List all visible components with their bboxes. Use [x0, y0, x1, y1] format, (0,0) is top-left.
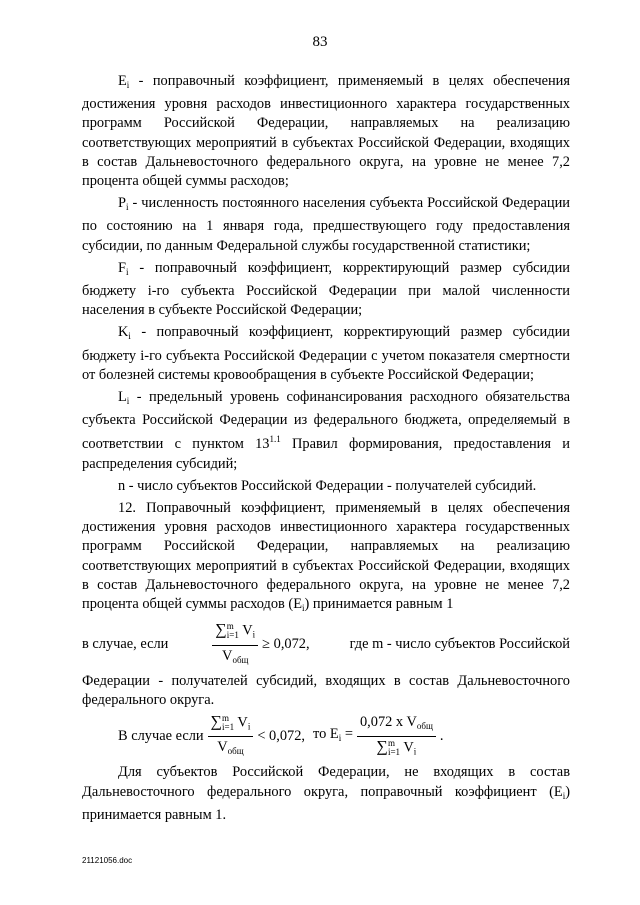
subscript: i [126, 266, 129, 277]
formula-end: . [439, 728, 444, 745]
subscript: i [126, 396, 130, 407]
fraction-denominator: $V_{общ}$ [222, 647, 249, 665]
paragraph-p-i [82, 194, 570, 256]
fraction-denominator: ∑ m i=1 $V_i$ [376, 738, 417, 757]
paragraph-text: Федерации - получателей субсидий, входящих в состав Дальневосточного федерального округа. [82, 672, 570, 708]
paragraph-text: - поправочный коэффициент, применяемый в целях обеспечения достижения уровня расходов инвестиционного характера государственных программ Российской Федерации, направляемых на реализацию соответствующих мероприятий в субъектах Российской Федерации, входящих в состав Дальневосточного федерального округа, на уровне не менее 7,2 процента общей суммы расходов; [82, 73, 570, 190]
paragraph-12 [82, 499, 570, 618]
paragraph-text: Правил формирования, предоставления и распределения субсидий; [82, 436, 570, 472]
footer-filename: 21121056.doc [82, 856, 133, 865]
paragraph-text: Для субъектов Российской Федерации, не входящих в состав Дальневосточного федерального округа, поправочный коэффициент (E [82, 764, 570, 800]
symbol: F [118, 259, 127, 276]
paragraph-text: - предельный уровень софинансирования расходного обязательства субъекта Российской Федерации из федерального бюджета, определяемый в соответствии с пунктом 13 [82, 389, 570, 453]
document-body [82, 72, 570, 828]
subscript: i [126, 202, 129, 213]
formula-lead-text: В случае если [118, 728, 204, 745]
paragraph-k-i [82, 323, 570, 385]
paragraph-other-subjects [82, 763, 570, 825]
subscript: i [562, 790, 566, 801]
fraction-numerator: ∑ m i=1 $V_i$ [208, 714, 254, 737]
fraction-numerator: ∑ m i=1 $V_i$ [212, 622, 258, 645]
fraction-denominator: $V_{общ}$ [217, 739, 244, 757]
subscript: i [128, 331, 131, 342]
relation: < 0,072, [257, 728, 306, 745]
symbol: E [118, 73, 127, 89]
paragraph-text: - поправочный коэффициент, корректирующий размер субсидии бюджету i-го субъекта Российской Федерации при малой численности населения в субъекте Российской Федерации; [82, 259, 570, 319]
paragraph-f-i [82, 259, 570, 321]
relation: ≥ 0,072, [262, 636, 310, 653]
paragraph-text: - поправочный коэффициент, корректирующий размер субсидии бюджету i-го субъекта Российской Федерации с учетом показателя смертности от болезней системы кровообращения в субъекте Российской Федерации; [82, 324, 570, 383]
paragraph-recipients [82, 672, 570, 710]
paragraph-e-i [82, 72, 570, 191]
formula-else-line [82, 714, 570, 759]
subscript: i [302, 603, 305, 614]
symbol: P [118, 195, 127, 212]
formula-tail-text: где m - число субъектов Российской [349, 636, 570, 653]
paragraph-text: n - число субъектов Российской Федерации - получателей субсидий. [118, 477, 537, 494]
fraction [357, 714, 436, 759]
subscript: i [126, 80, 130, 90]
paragraph-text: 12. Поправочный коэффициент, применяемый в целях обеспечения достижения уровня расходов инвестиционного характера государственных программ Российской Федерации, направляемых на реализацию соответствующих мероприятий в субъектах Российской Федерации, входящих в состав Дальневосточного федерального округа, на уровне не менее 7,2 процента общей суммы расходов (E [82, 500, 570, 613]
formula-then-text: то $E_i$ = [313, 726, 353, 744]
fraction [212, 622, 258, 667]
formula-lead-text: в случае, если [82, 636, 169, 653]
paragraph-text: ) принимается равным 1. [82, 783, 570, 823]
fraction-numerator: 0,072 x $V_{общ}$ [357, 714, 436, 737]
paragraph-text: ) принимается равным 1 [304, 596, 454, 613]
formula-condition-line [82, 622, 570, 667]
symbol: K [118, 324, 129, 341]
page-number: 83 [312, 34, 328, 50]
symbol: L [118, 389, 127, 406]
paragraph-n [82, 477, 570, 496]
fraction [208, 714, 254, 759]
paragraph-l-i [82, 388, 570, 474]
paragraph-text: - численность постоянного населения субъекта Российской Федерации по состоянию на 1 января года, предшествующего году предоставления субсидии, по данным Федеральной службы государственной статистики; [82, 195, 570, 254]
superscript: 1.1 [269, 434, 281, 445]
